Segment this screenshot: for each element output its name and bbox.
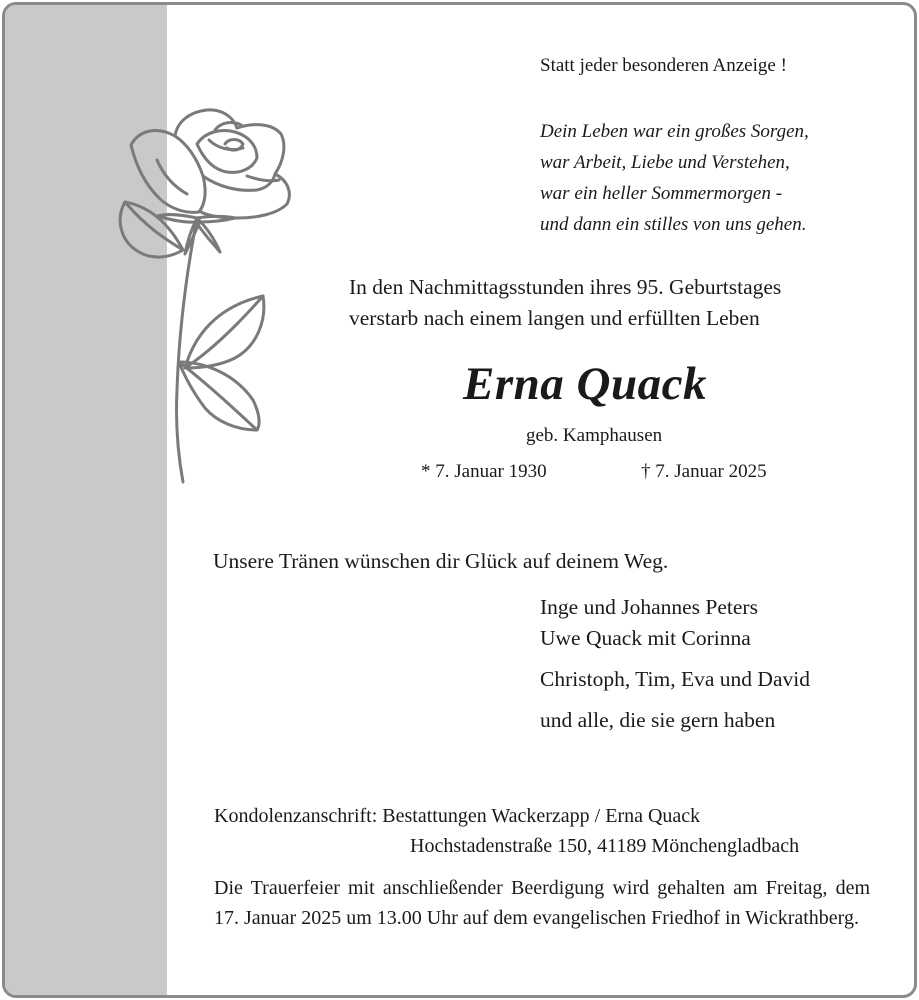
- funeral-details: Die Trauerfeier mit anschließender Beerdigung wird gehalten am Freitag, dem 17. Januar 2025 um 13.00 Uhr auf dem evangelischen Friedhof in Wickrathberg.: [214, 877, 870, 929]
- poem-line: war Arbeit, Liebe und Verstehen,: [540, 152, 790, 173]
- maiden-name: geb. Kamphausen: [526, 425, 663, 446]
- mourner-line: und alle, die sie gern haben: [540, 708, 776, 732]
- farewell-line: Unsere Tränen wünschen dir Glück auf deinem Weg.: [213, 549, 669, 573]
- poem-line: und dann ein stilles von uns gehen.: [540, 214, 807, 235]
- intro-text: [349, 272, 781, 334]
- poem-line: Dein Leben war ein großes Sorgen,: [540, 121, 809, 142]
- death-date: † 7. Januar 2025: [641, 461, 767, 482]
- birth-date: * 7. Januar 1930: [421, 461, 547, 482]
- intro-line: In den Nachmittagsstunden ihres 95. Geburtstages: [349, 275, 782, 299]
- condolence-label: Kondolenzanschrift: Bestattungen Wackerzapp / Erna Quack: [214, 805, 701, 827]
- poem-line: war ein heller Sommermorgen -: [540, 183, 783, 204]
- mourner-line: Christoph, Tim, Eva und David: [540, 667, 810, 691]
- deceased-name: Erna Quack: [463, 358, 707, 410]
- mourner-line: Inge und Johannes Peters: [540, 595, 758, 619]
- poem: [540, 116, 809, 240]
- intro-line: verstarb nach einem langen und erfüllten Leben: [349, 306, 760, 330]
- condolence-address: Hochstadenstraße 150, 41189 Mönchengladbach: [410, 835, 800, 857]
- notice-line: Statt jeder besonderen Anzeige !: [540, 55, 787, 76]
- obituary-card: [2, 2, 917, 998]
- mourner-line: Uwe Quack mit Corinna: [540, 626, 751, 650]
- rose-illustration: [117, 100, 317, 485]
